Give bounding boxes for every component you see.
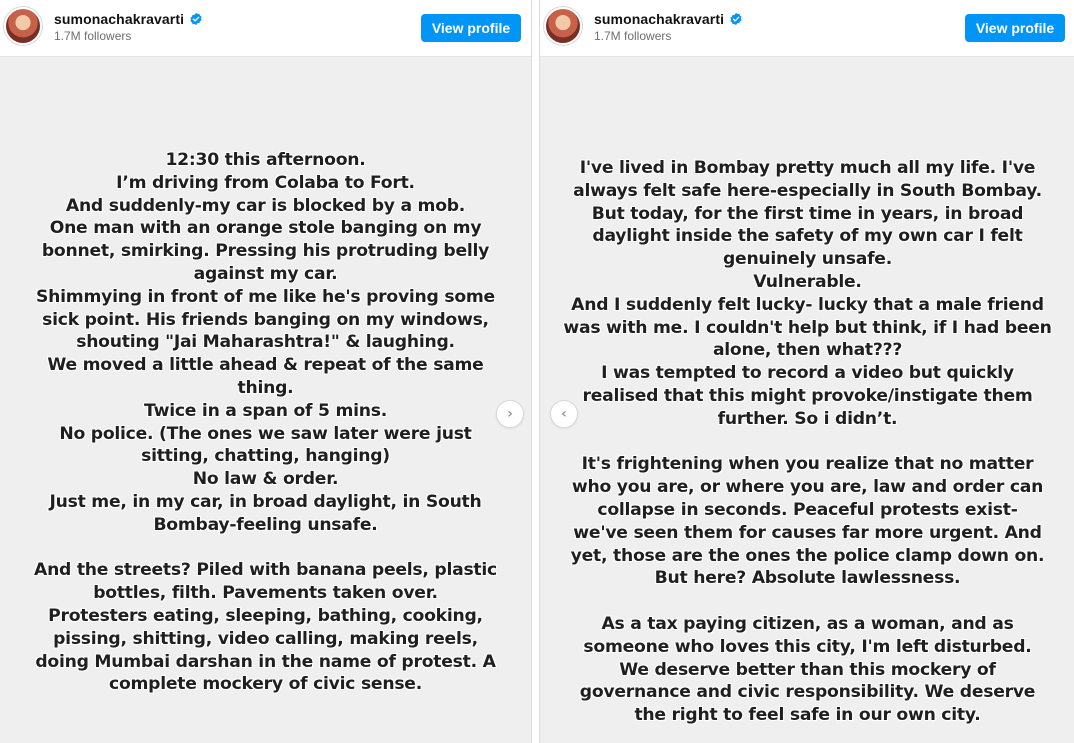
story-image xyxy=(540,57,1074,743)
story-line: complete mockery of civic sense. xyxy=(109,674,422,695)
story-line: always felt safe here-especially in South Bombay. xyxy=(573,180,1042,201)
story-line: sick point. His friends banging on my windows, xyxy=(42,309,489,330)
verified-badge-icon xyxy=(729,12,743,26)
story-line: bonnet, smirking. Pressing his protruding belly xyxy=(41,241,490,262)
story-line: yet, those are the ones the police clamp down on. xyxy=(570,545,1045,566)
story-line: And the streets? Piled with banana peels, plastic xyxy=(34,560,497,581)
story-text xyxy=(554,157,1061,727)
previous-slide-button[interactable] xyxy=(550,400,578,428)
story-line: As a tax paying citizen, as a woman, and as xyxy=(601,613,1014,634)
next-slide-button[interactable] xyxy=(496,400,524,428)
username[interactable]: sumonachakravarti xyxy=(54,11,185,27)
story-line: We moved a little ahead & repeat of the same xyxy=(47,355,484,376)
story-paragraph xyxy=(554,453,1061,590)
story-line: genuinely unsafe. xyxy=(722,249,892,270)
avatar[interactable] xyxy=(6,9,40,43)
chevron-left-icon: ‹ xyxy=(561,406,567,422)
story-line: One man with an orange stole banging on my xyxy=(49,218,482,239)
story-line: realised that this might provoke/instigate them xyxy=(582,385,1033,406)
story-paragraph xyxy=(14,559,517,696)
story-line: against my car. xyxy=(193,263,338,284)
chevron-right-icon: › xyxy=(507,406,513,422)
avatar[interactable] xyxy=(546,9,580,43)
story-line: We deserve better than this mockery of xyxy=(619,659,996,680)
story-line: shouting "Jai Maharashtra!" & laughing. xyxy=(76,332,455,353)
view-profile-button[interactable]: View profile xyxy=(421,14,521,42)
story-line: 12:30 this afternoon. xyxy=(165,150,366,170)
story-line: alone, then what??? xyxy=(712,340,903,361)
panel-gap xyxy=(531,0,539,743)
story-line: Shimmying in front of me like he's proving some xyxy=(36,286,495,307)
story-paragraph xyxy=(14,149,517,537)
story-line: bottles, filth. Pavements taken over. xyxy=(93,583,438,604)
story-paragraph xyxy=(554,613,1061,727)
follower-count: 1.7M followers xyxy=(594,29,672,43)
post-header xyxy=(0,0,531,57)
story-line: doing Mumbai darshan in the name of protest. A xyxy=(35,651,496,672)
post-header xyxy=(540,0,1074,57)
story-line: further. So i didn’t. xyxy=(717,408,898,429)
story-line: governance and civic responsibility. We deserve xyxy=(579,682,1036,703)
story-line: sitting, chatting, hanging) xyxy=(141,446,390,467)
username[interactable]: sumonachakravarti xyxy=(594,11,725,27)
story-paragraph xyxy=(554,157,1061,431)
story-line: And suddenly-my car is blocked by a mob. xyxy=(65,195,466,216)
story-line: pissing, shitting, video calling, making reels, xyxy=(53,628,478,649)
story-line: I was tempted to record a video but quickly xyxy=(601,363,1014,384)
view-profile-button[interactable]: View profile xyxy=(965,14,1065,42)
verified-badge-icon xyxy=(189,12,203,26)
story-line: thing. xyxy=(237,377,294,398)
story-line: I've lived in Bombay pretty much all my life. I've xyxy=(579,158,1036,178)
user-info xyxy=(594,11,743,43)
story-line: But today, for the first time in years, in broad xyxy=(591,203,1024,224)
story-line: Bombay-feeling unsafe. xyxy=(153,514,378,535)
story-line: was with me. I couldn't help but think, if I had been xyxy=(563,317,1052,338)
story-line: who you are, or where you are, law and order can xyxy=(571,477,1044,498)
story-line: the right to feel safe in our own city. xyxy=(634,705,981,726)
user-info xyxy=(54,11,203,43)
story-line: No law & order. xyxy=(192,469,339,490)
story-line: And I suddenly felt lucky- lucky that a male friend xyxy=(571,294,1044,315)
story-line: collapse in seconds. Peaceful protests exist- xyxy=(597,499,1018,520)
story-line: we've seen them for causes far more urgent. And xyxy=(573,522,1042,543)
story-line: But here? Absolute lawlessness. xyxy=(654,568,961,589)
story-line: daylight inside the safety of my own car I felt xyxy=(592,226,1023,247)
story-line: Vulnerable. xyxy=(753,271,862,292)
story-text xyxy=(14,149,517,696)
follower-count: 1.7M followers xyxy=(54,29,132,43)
story-line: I’m driving from Colaba to Fort. xyxy=(116,172,415,193)
story-line: Protesters eating, sleeping, bathing, cooking, xyxy=(48,605,483,626)
story-line: Twice in a span of 5 mins. xyxy=(144,400,387,421)
story-line: No police. (The ones we saw later were just xyxy=(59,423,472,444)
story-image xyxy=(0,57,531,743)
story-line: Just me, in my car, in broad daylight, in South xyxy=(49,491,482,512)
embed-panel-left xyxy=(0,0,532,743)
story-line: It's frightening when you realize that no matter xyxy=(581,454,1034,475)
embed-panel-right xyxy=(539,0,1074,743)
story-line: someone who loves this city, I'm left disturbed. xyxy=(583,636,1032,657)
